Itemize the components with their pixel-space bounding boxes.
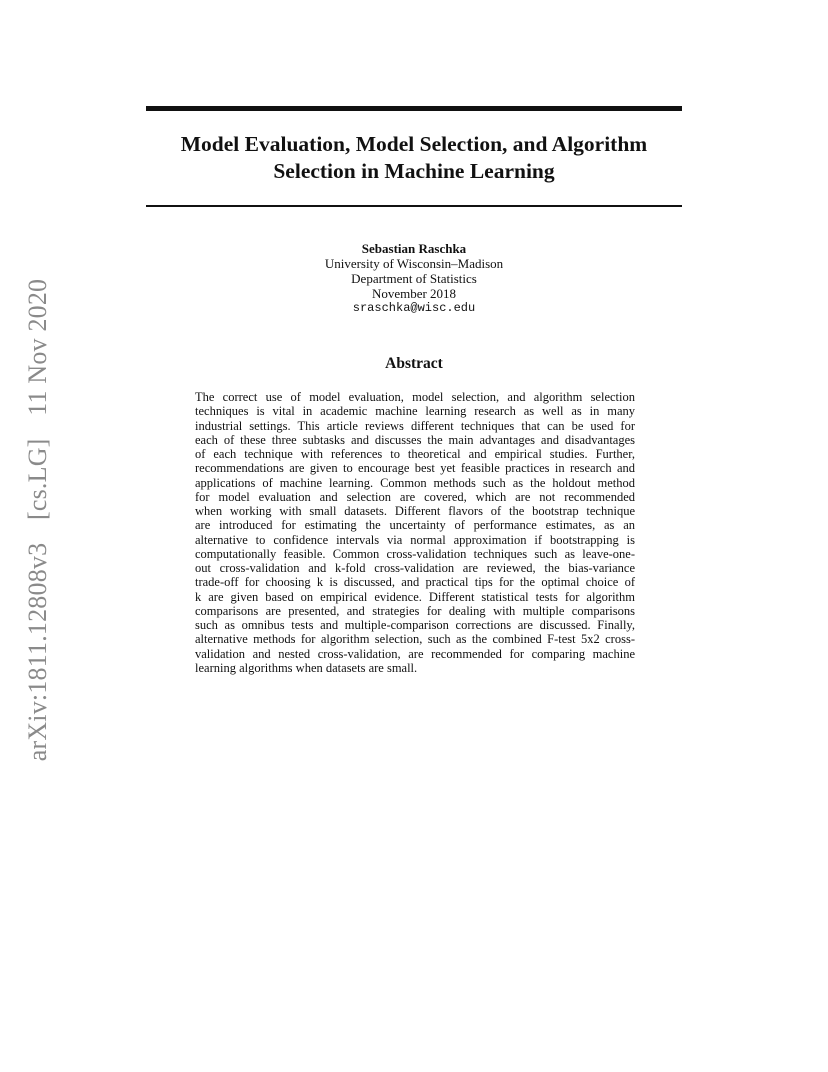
abstract-heading: Abstract — [385, 355, 443, 372]
abstract-line: applications of machine learning. Common methods such as the holdout method — [195, 475, 635, 490]
abstract-line: alternative to confidence intervals via normal approximation if bootstrapping is — [195, 532, 635, 547]
abstract-line: comparisons are presented, and strategies for dealing with multiple comparisons — [195, 603, 635, 618]
author-email: sraschka@wisc.edu — [352, 301, 476, 315]
abstract-line: learning algorithms when datasets are small. — [195, 660, 418, 675]
abstract-line: for model evaluation and selection are covered, which are not recommended — [195, 489, 635, 504]
abstract-line: of each technique with references to theoretical and empirical studies. Further, — [195, 447, 635, 461]
author-block — [146, 241, 682, 316]
arxiv-category: [cs.LG] — [23, 438, 52, 520]
paper-title-line-2: Selection in Machine Learning — [273, 159, 555, 183]
abstract-line: out cross-validation and k-fold cross-validation are reviewed, the bias-variance — [195, 561, 635, 575]
author-department: Department of Statistics — [351, 271, 477, 286]
arxiv-date: 11 Nov 2020 — [23, 278, 52, 416]
abstract-line: techniques is vital in academic machine learning research as well as in many — [195, 404, 635, 419]
arxiv-side-stamp — [23, 279, 53, 762]
author-affiliation: University of Wisconsin–Madison — [324, 256, 504, 271]
author-date: November 2018 — [371, 286, 457, 301]
abstract-line: alternative methods for algorithm selection, such as the combined F-test 5x2 cross- — [195, 632, 635, 647]
abstract-line: The correct use of model evaluation, model selection, and algorithm selection — [195, 390, 635, 404]
abstract-line: each of these three subtasks and discusses the main advantages and disadvantages — [195, 432, 635, 447]
abstract-body — [195, 390, 635, 675]
abstract-line: industrial settings. This article reviews different techniques that can be used for — [195, 418, 635, 433]
abstract-line: recommendations are given to encourage best yet feasible practices in research and — [195, 461, 635, 476]
title-bottom-rule — [146, 205, 682, 207]
arxiv-id: arXiv:1811.12808v3 — [23, 542, 52, 762]
author-name: Sebastian Raschka — [361, 241, 467, 256]
abstract-line: validation and nested cross-validation, are recommended for comparing machine — [195, 646, 635, 661]
abstract-line: computationally feasible. Common cross-validation techniques such as leave-one- — [195, 546, 635, 561]
abstract-line: such as omnibus tests and multiple-comparison corrections are discussed. Finally, — [195, 618, 635, 632]
abstract-line: k are given based on empirical evidence. Different statistical tests for algorithm — [195, 589, 635, 604]
paper-title-line-1: Model Evaluation, Model Selection, and Algorithm — [180, 132, 648, 156]
title-top-rule — [146, 106, 682, 111]
abstract-line: trade-off for choosing k is discussed, and practical tips for the optimal choice of — [195, 575, 635, 590]
abstract-line: are introduced for estimating the uncertainty of performance estimates, as an — [195, 518, 635, 533]
abstract-line: when working with small datasets. Different flavors of the bootstrap technique — [195, 504, 635, 518]
paper-title — [146, 131, 682, 185]
